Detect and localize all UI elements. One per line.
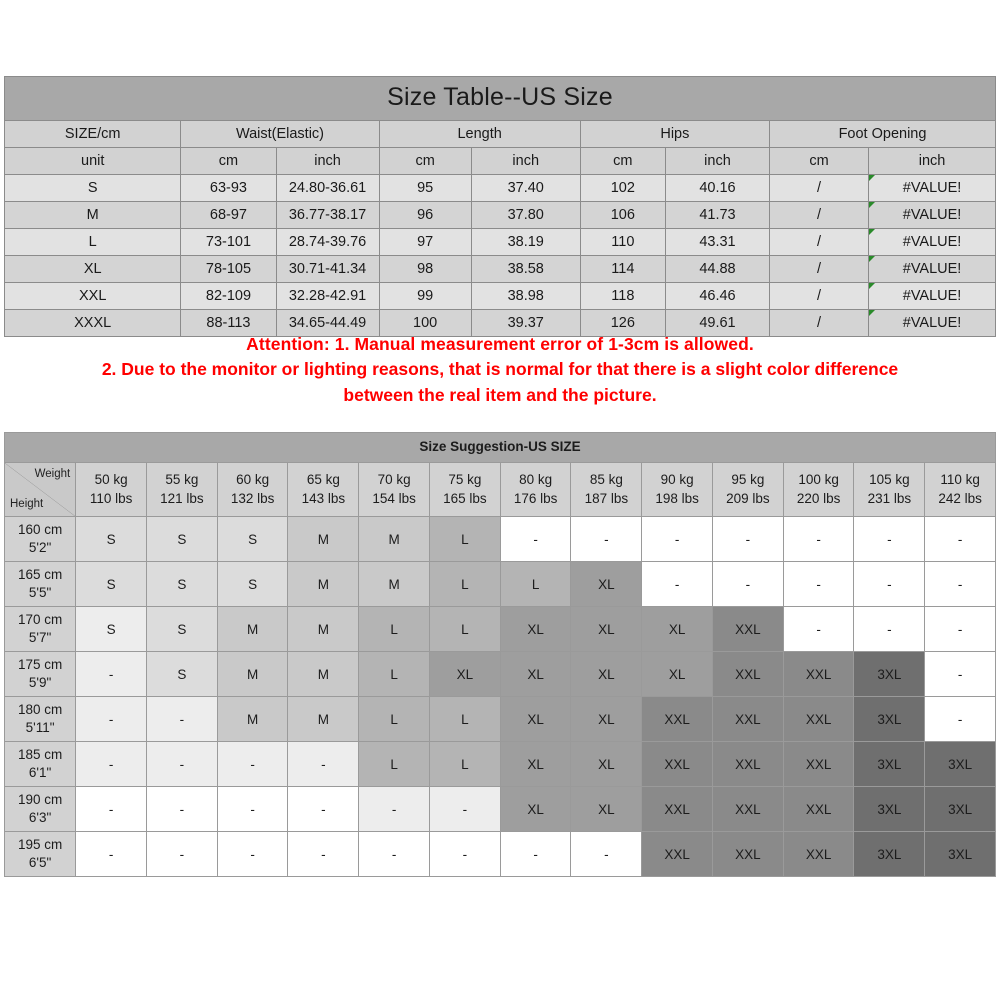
suggestion-cell-empty: - <box>783 562 854 607</box>
cell-hips-inch: 44.88 <box>665 256 769 283</box>
height-row-header <box>5 742 76 787</box>
cell-foot-cm: / <box>770 229 869 256</box>
height-row-header <box>5 607 76 652</box>
cell-length-cm: 99 <box>379 283 471 310</box>
weight-axis-label: Weight <box>34 468 71 480</box>
height-cm: 175 cm <box>17 656 63 672</box>
suggestion-cell-empty: - <box>500 517 571 562</box>
weight-column-header <box>571 463 642 517</box>
weight-kg: 105 kg <box>869 472 910 488</box>
cell-hips-inch: 40.16 <box>665 175 769 202</box>
suggestion-cell-size: 3XL <box>854 787 925 832</box>
suggestion-cell-size: 3XL <box>925 832 996 877</box>
suggestion-cell-size: XL <box>642 607 713 652</box>
suggestion-cell-size: M <box>288 697 359 742</box>
suggestion-cell-size: M <box>288 652 359 697</box>
height-row-header <box>5 517 76 562</box>
suggestion-cell-size: L <box>429 517 500 562</box>
suggestion-cell-size: 3XL <box>925 742 996 787</box>
weight-lbs: 209 lbs <box>726 490 770 506</box>
suggestion-cell-empty: - <box>925 697 996 742</box>
height-cm: 190 cm <box>17 791 63 807</box>
suggestion-cell-size: XXL <box>712 652 783 697</box>
table-row <box>5 229 996 256</box>
weight-column-header <box>288 463 359 517</box>
suggestion-cell-empty: - <box>783 607 854 652</box>
suggestion-cell-size: M <box>359 517 430 562</box>
suggestion-cell-empty: - <box>76 787 147 832</box>
suggestion-cell-size: L <box>429 742 500 787</box>
cell-hips-inch: 46.46 <box>665 283 769 310</box>
cell-hips-inch: 49.61 <box>665 310 769 337</box>
cell-size: L <box>5 229 181 256</box>
cell-foot-cm: / <box>770 310 869 337</box>
weight-lbs: 242 lbs <box>938 490 982 506</box>
height-row-header <box>5 652 76 697</box>
suggestion-cell-size: XXL <box>712 742 783 787</box>
cell-hips-inch: 41.73 <box>665 202 769 229</box>
height-cm: 165 cm <box>17 566 63 582</box>
suggestion-title-row <box>5 433 996 463</box>
suggestion-cell-size: XXL <box>712 697 783 742</box>
size-table-title-row <box>5 77 996 121</box>
suggestion-cell-size: XL <box>571 607 642 652</box>
suggestion-cell-empty: - <box>854 607 925 652</box>
weight-lbs: 231 lbs <box>867 490 912 506</box>
suggestion-cell-size: L <box>429 562 500 607</box>
cell-hips-cm: 118 <box>580 283 665 310</box>
cell-waist-cm: 63-93 <box>181 175 276 202</box>
suggestion-cell-size: XL <box>571 562 642 607</box>
weight-lbs: 154 lbs <box>372 490 416 506</box>
suggestion-cell-empty: - <box>76 832 147 877</box>
suggestion-cell-empty: - <box>76 652 147 697</box>
size-table-title: Size Table--US Size <box>5 77 996 121</box>
cell-length-cm: 95 <box>379 175 471 202</box>
attention-line-2: 2. Due to the monitor or lighting reasons, that is normal for that there is a slight color difference <box>101 359 899 380</box>
suggestion-cell-size: M <box>288 562 359 607</box>
weight-lbs: 187 lbs <box>584 490 629 506</box>
sub-header-waist-cm: cm <box>181 148 276 175</box>
cell-foot-cm: / <box>770 175 869 202</box>
suggestion-cell-size: S <box>146 652 217 697</box>
weight-lbs: 220 lbs <box>796 490 841 506</box>
height-ft: 6'3" <box>28 810 52 825</box>
weight-lbs: 198 lbs <box>655 490 699 506</box>
suggestion-cell-size: XXL <box>642 832 713 877</box>
cell-foot-cm: / <box>770 202 869 229</box>
suggestion-cell-size: 3XL <box>854 832 925 877</box>
weight-column-header <box>642 463 713 517</box>
cell-waist-inch: 28.74-39.76 <box>276 229 379 256</box>
weight-kg: 100 kg <box>798 472 839 488</box>
suggestion-cell-empty: - <box>359 787 430 832</box>
suggestion-header-row <box>5 463 996 517</box>
suggestion-cell-empty: - <box>146 742 217 787</box>
suggestion-cell-size: S <box>217 562 288 607</box>
cell-length-cm: 97 <box>379 229 471 256</box>
suggestion-cell-empty: - <box>288 787 359 832</box>
suggestion-cell-size: XL <box>571 652 642 697</box>
suggestion-cell-empty: - <box>288 742 359 787</box>
cell-waist-cm: 73-101 <box>181 229 276 256</box>
sub-header-length-cm: cm <box>379 148 471 175</box>
suggestion-cell-size: XXL <box>783 652 854 697</box>
sub-header-unit: unit <box>5 148 181 175</box>
suggestion-cell-size: L <box>359 607 430 652</box>
sub-header-foot-cm: cm <box>770 148 869 175</box>
cell-hips-inch: 43.31 <box>665 229 769 256</box>
weight-lbs: 110 lbs <box>89 490 133 506</box>
suggestion-cell-size: XXL <box>783 787 854 832</box>
cell-hips-cm: 110 <box>580 229 665 256</box>
table-row <box>5 256 996 283</box>
cell-foot-inch-error: #VALUE! <box>869 202 996 229</box>
suggestion-cell-empty: - <box>76 697 147 742</box>
height-ft: 5'11" <box>25 720 55 735</box>
weight-column-header <box>429 463 500 517</box>
suggestion-cell-size: 3XL <box>854 742 925 787</box>
suggestion-cell-size: XL <box>642 652 713 697</box>
cell-length-inch: 38.58 <box>471 256 580 283</box>
attention-line-1: Attention: 1. Manual measurement error of 1-3cm is allowed. <box>246 334 754 354</box>
weight-column-header <box>500 463 571 517</box>
suggestion-cell-empty: - <box>854 517 925 562</box>
weight-kg: 60 kg <box>236 472 270 488</box>
suggestion-cell-size: L <box>359 742 430 787</box>
table-row <box>5 832 996 877</box>
sub-header-hips-cm: cm <box>580 148 665 175</box>
cell-length-inch: 39.37 <box>471 310 580 337</box>
weight-column-header <box>359 463 430 517</box>
cell-length-inch: 37.80 <box>471 202 580 229</box>
suggestion-cell-size: XL <box>429 652 500 697</box>
suggestion-cell-size: L <box>429 607 500 652</box>
table-row <box>5 652 996 697</box>
suggestion-cell-empty: - <box>925 652 996 697</box>
suggestion-cell-size: XXL <box>783 697 854 742</box>
cell-hips-cm: 126 <box>580 310 665 337</box>
size-suggestion-block <box>4 432 996 877</box>
weight-kg: 70 kg <box>377 472 411 488</box>
height-ft: 6'1" <box>28 765 52 780</box>
height-cm: 160 cm <box>17 521 63 537</box>
suggestion-cell-size: S <box>146 517 217 562</box>
cell-hips-cm: 114 <box>580 256 665 283</box>
height-row-header <box>5 697 76 742</box>
cell-size: XXL <box>5 283 181 310</box>
weight-lbs: 165 lbs <box>443 490 487 506</box>
size-table <box>4 76 996 337</box>
size-suggestion-table <box>4 432 996 877</box>
suggestion-cell-empty: - <box>571 517 642 562</box>
weight-kg: 75 kg <box>448 472 482 488</box>
cell-length-cm: 98 <box>379 256 471 283</box>
suggestion-cell-size: M <box>288 517 359 562</box>
weight-column-header <box>76 463 147 517</box>
size-table-block <box>4 76 996 337</box>
suggestion-cell-size: XL <box>500 742 571 787</box>
suggestion-cell-size: XL <box>500 787 571 832</box>
cell-waist-cm: 88-113 <box>181 310 276 337</box>
weight-kg: 110 kg <box>940 472 980 488</box>
cell-size: M <box>5 202 181 229</box>
suggestion-cell-empty: - <box>217 832 288 877</box>
weight-kg: 50 kg <box>94 472 128 488</box>
suggestion-cell-empty: - <box>217 742 288 787</box>
cell-length-cm: 96 <box>379 202 471 229</box>
weight-kg: 65 kg <box>306 472 340 488</box>
suggestion-cell-size: XXL <box>712 787 783 832</box>
suggestion-cell-size: S <box>76 562 147 607</box>
suggestion-cell-size: XL <box>500 652 571 697</box>
suggestion-cell-size: M <box>359 562 430 607</box>
suggestion-cell-size: M <box>217 697 288 742</box>
suggestion-cell-size: S <box>76 517 147 562</box>
suggestion-cell-size: XXL <box>712 607 783 652</box>
cell-waist-cm: 68-97 <box>181 202 276 229</box>
height-row-header <box>5 832 76 877</box>
weight-kg: 55 kg <box>165 472 199 488</box>
height-cm: 185 cm <box>17 746 63 762</box>
suggestion-cell-size: S <box>146 607 217 652</box>
table-row <box>5 517 996 562</box>
suggestion-cell-empty: - <box>76 742 147 787</box>
suggestion-cell-size: XL <box>571 697 642 742</box>
attention-notice <box>4 332 996 408</box>
cell-waist-inch: 24.80-36.61 <box>276 175 379 202</box>
attention-line-3: between the real item and the picture. <box>343 384 657 405</box>
weight-kg: 80 kg <box>519 472 553 488</box>
suggestion-cell-empty: - <box>146 697 217 742</box>
height-ft: 5'5" <box>28 585 52 600</box>
size-table-sub-header-row <box>5 148 996 175</box>
cell-size: S <box>5 175 181 202</box>
cell-hips-cm: 102 <box>580 175 665 202</box>
suggestion-cell-empty: - <box>429 832 500 877</box>
cell-hips-cm: 106 <box>580 202 665 229</box>
weight-lbs: 121 lbs <box>160 490 204 506</box>
suggestion-cell-size: XXL <box>642 787 713 832</box>
suggestion-cell-empty: - <box>642 562 713 607</box>
sub-header-waist-inch: inch <box>276 148 379 175</box>
suggestion-cell-empty: - <box>571 832 642 877</box>
cell-foot-cm: / <box>770 256 869 283</box>
suggestion-cell-size: M <box>217 607 288 652</box>
cell-size: XL <box>5 256 181 283</box>
sub-header-hips-inch: inch <box>665 148 769 175</box>
weight-column-header <box>712 463 783 517</box>
weight-kg: 85 kg <box>589 472 623 488</box>
suggestion-cell-size: L <box>359 652 430 697</box>
suggestion-cell-size: XL <box>500 697 571 742</box>
height-cm: 180 cm <box>17 701 63 717</box>
suggestion-cell-empty: - <box>217 787 288 832</box>
cell-length-inch: 38.19 <box>471 229 580 256</box>
group-header-foot-opening: Foot Opening <box>770 121 996 148</box>
size-table-group-header-row <box>5 121 996 148</box>
cell-foot-inch-error: #VALUE! <box>869 229 996 256</box>
axis-corner-cell <box>5 463 76 517</box>
table-row <box>5 562 996 607</box>
table-row <box>5 202 996 229</box>
group-header-waist: Waist(Elastic) <box>181 121 379 148</box>
height-row-header <box>5 787 76 832</box>
cell-length-cm: 100 <box>379 310 471 337</box>
suggestion-cell-size: 3XL <box>925 787 996 832</box>
table-row <box>5 175 996 202</box>
cell-foot-inch-error: #VALUE! <box>869 310 996 337</box>
weight-column-header <box>783 463 854 517</box>
weight-kg: 95 kg <box>731 472 765 488</box>
table-row <box>5 697 996 742</box>
cell-waist-inch: 32.28-42.91 <box>276 283 379 310</box>
sub-header-foot-inch: inch <box>869 148 996 175</box>
suggestion-cell-size: 3XL <box>854 697 925 742</box>
height-ft: 6'5" <box>28 855 52 870</box>
suggestion-cell-size: XXL <box>783 832 854 877</box>
cell-waist-inch: 30.71-41.34 <box>276 256 379 283</box>
suggestion-cell-size: S <box>146 562 217 607</box>
cell-waist-cm: 82-109 <box>181 283 276 310</box>
suggestion-cell-size: L <box>359 697 430 742</box>
suggestion-cell-size: M <box>217 652 288 697</box>
suggestion-cell-size: XXL <box>783 742 854 787</box>
suggestion-cell-empty: - <box>925 517 996 562</box>
suggestion-cell-empty: - <box>146 787 217 832</box>
height-row-header <box>5 562 76 607</box>
suggestion-cell-empty: - <box>288 832 359 877</box>
suggestion-cell-size: XXL <box>642 697 713 742</box>
suggestion-cell-size: S <box>76 607 147 652</box>
suggestion-cell-size: M <box>288 607 359 652</box>
suggestion-cell-size: XL <box>571 742 642 787</box>
cell-waist-inch: 34.65-44.49 <box>276 310 379 337</box>
table-row <box>5 283 996 310</box>
suggestion-cell-size: 3XL <box>854 652 925 697</box>
weight-lbs: 176 lbs <box>513 490 558 506</box>
suggestion-cell-empty: - <box>359 832 430 877</box>
suggestion-cell-empty: - <box>925 562 996 607</box>
cell-length-inch: 37.40 <box>471 175 580 202</box>
suggestion-cell-size: XL <box>500 607 571 652</box>
height-axis-label: Height <box>10 498 44 511</box>
suggestion-title: Size Suggestion-US SIZE <box>5 433 996 463</box>
cell-length-inch: 38.98 <box>471 283 580 310</box>
suggestion-cell-size: L <box>429 697 500 742</box>
suggestion-cell-empty: - <box>642 517 713 562</box>
weight-column-header <box>217 463 288 517</box>
suggestion-cell-size: S <box>217 517 288 562</box>
weight-column-header <box>854 463 925 517</box>
suggestion-cell-size: XXL <box>712 832 783 877</box>
suggestion-cell-empty: - <box>500 832 571 877</box>
height-cm: 195 cm <box>17 836 63 852</box>
cell-waist-inch: 36.77-38.17 <box>276 202 379 229</box>
height-cm: 170 cm <box>17 611 63 627</box>
cell-foot-cm: / <box>770 283 869 310</box>
suggestion-cell-empty: - <box>854 562 925 607</box>
cell-foot-inch-error: #VALUE! <box>869 283 996 310</box>
height-ft: 5'9" <box>28 675 52 690</box>
suggestion-cell-empty: - <box>925 607 996 652</box>
weight-column-header <box>925 463 996 517</box>
suggestion-cell-empty: - <box>712 517 783 562</box>
suggestion-cell-empty: - <box>146 832 217 877</box>
suggestion-cell-size: XXL <box>642 742 713 787</box>
sub-header-length-inch: inch <box>471 148 580 175</box>
cell-foot-inch-error: #VALUE! <box>869 256 996 283</box>
suggestion-cell-size: XL <box>571 787 642 832</box>
weight-column-header <box>146 463 217 517</box>
suggestion-cell-empty: - <box>712 562 783 607</box>
cell-foot-inch-error: #VALUE! <box>869 175 996 202</box>
cell-waist-cm: 78-105 <box>181 256 276 283</box>
cell-size: XXXL <box>5 310 181 337</box>
table-row <box>5 787 996 832</box>
weight-lbs: 132 lbs <box>230 490 275 506</box>
table-row <box>5 607 996 652</box>
group-header-hips: Hips <box>580 121 769 148</box>
suggestion-cell-empty: - <box>783 517 854 562</box>
weight-lbs: 143 lbs <box>301 490 346 506</box>
suggestion-cell-size: L <box>500 562 571 607</box>
height-ft: 5'2" <box>28 540 52 555</box>
group-header-size: SIZE/cm <box>5 121 181 148</box>
group-header-length: Length <box>379 121 580 148</box>
height-ft: 5'7" <box>28 630 52 645</box>
weight-kg: 90 kg <box>660 472 694 488</box>
suggestion-cell-empty: - <box>429 787 500 832</box>
table-row <box>5 742 996 787</box>
